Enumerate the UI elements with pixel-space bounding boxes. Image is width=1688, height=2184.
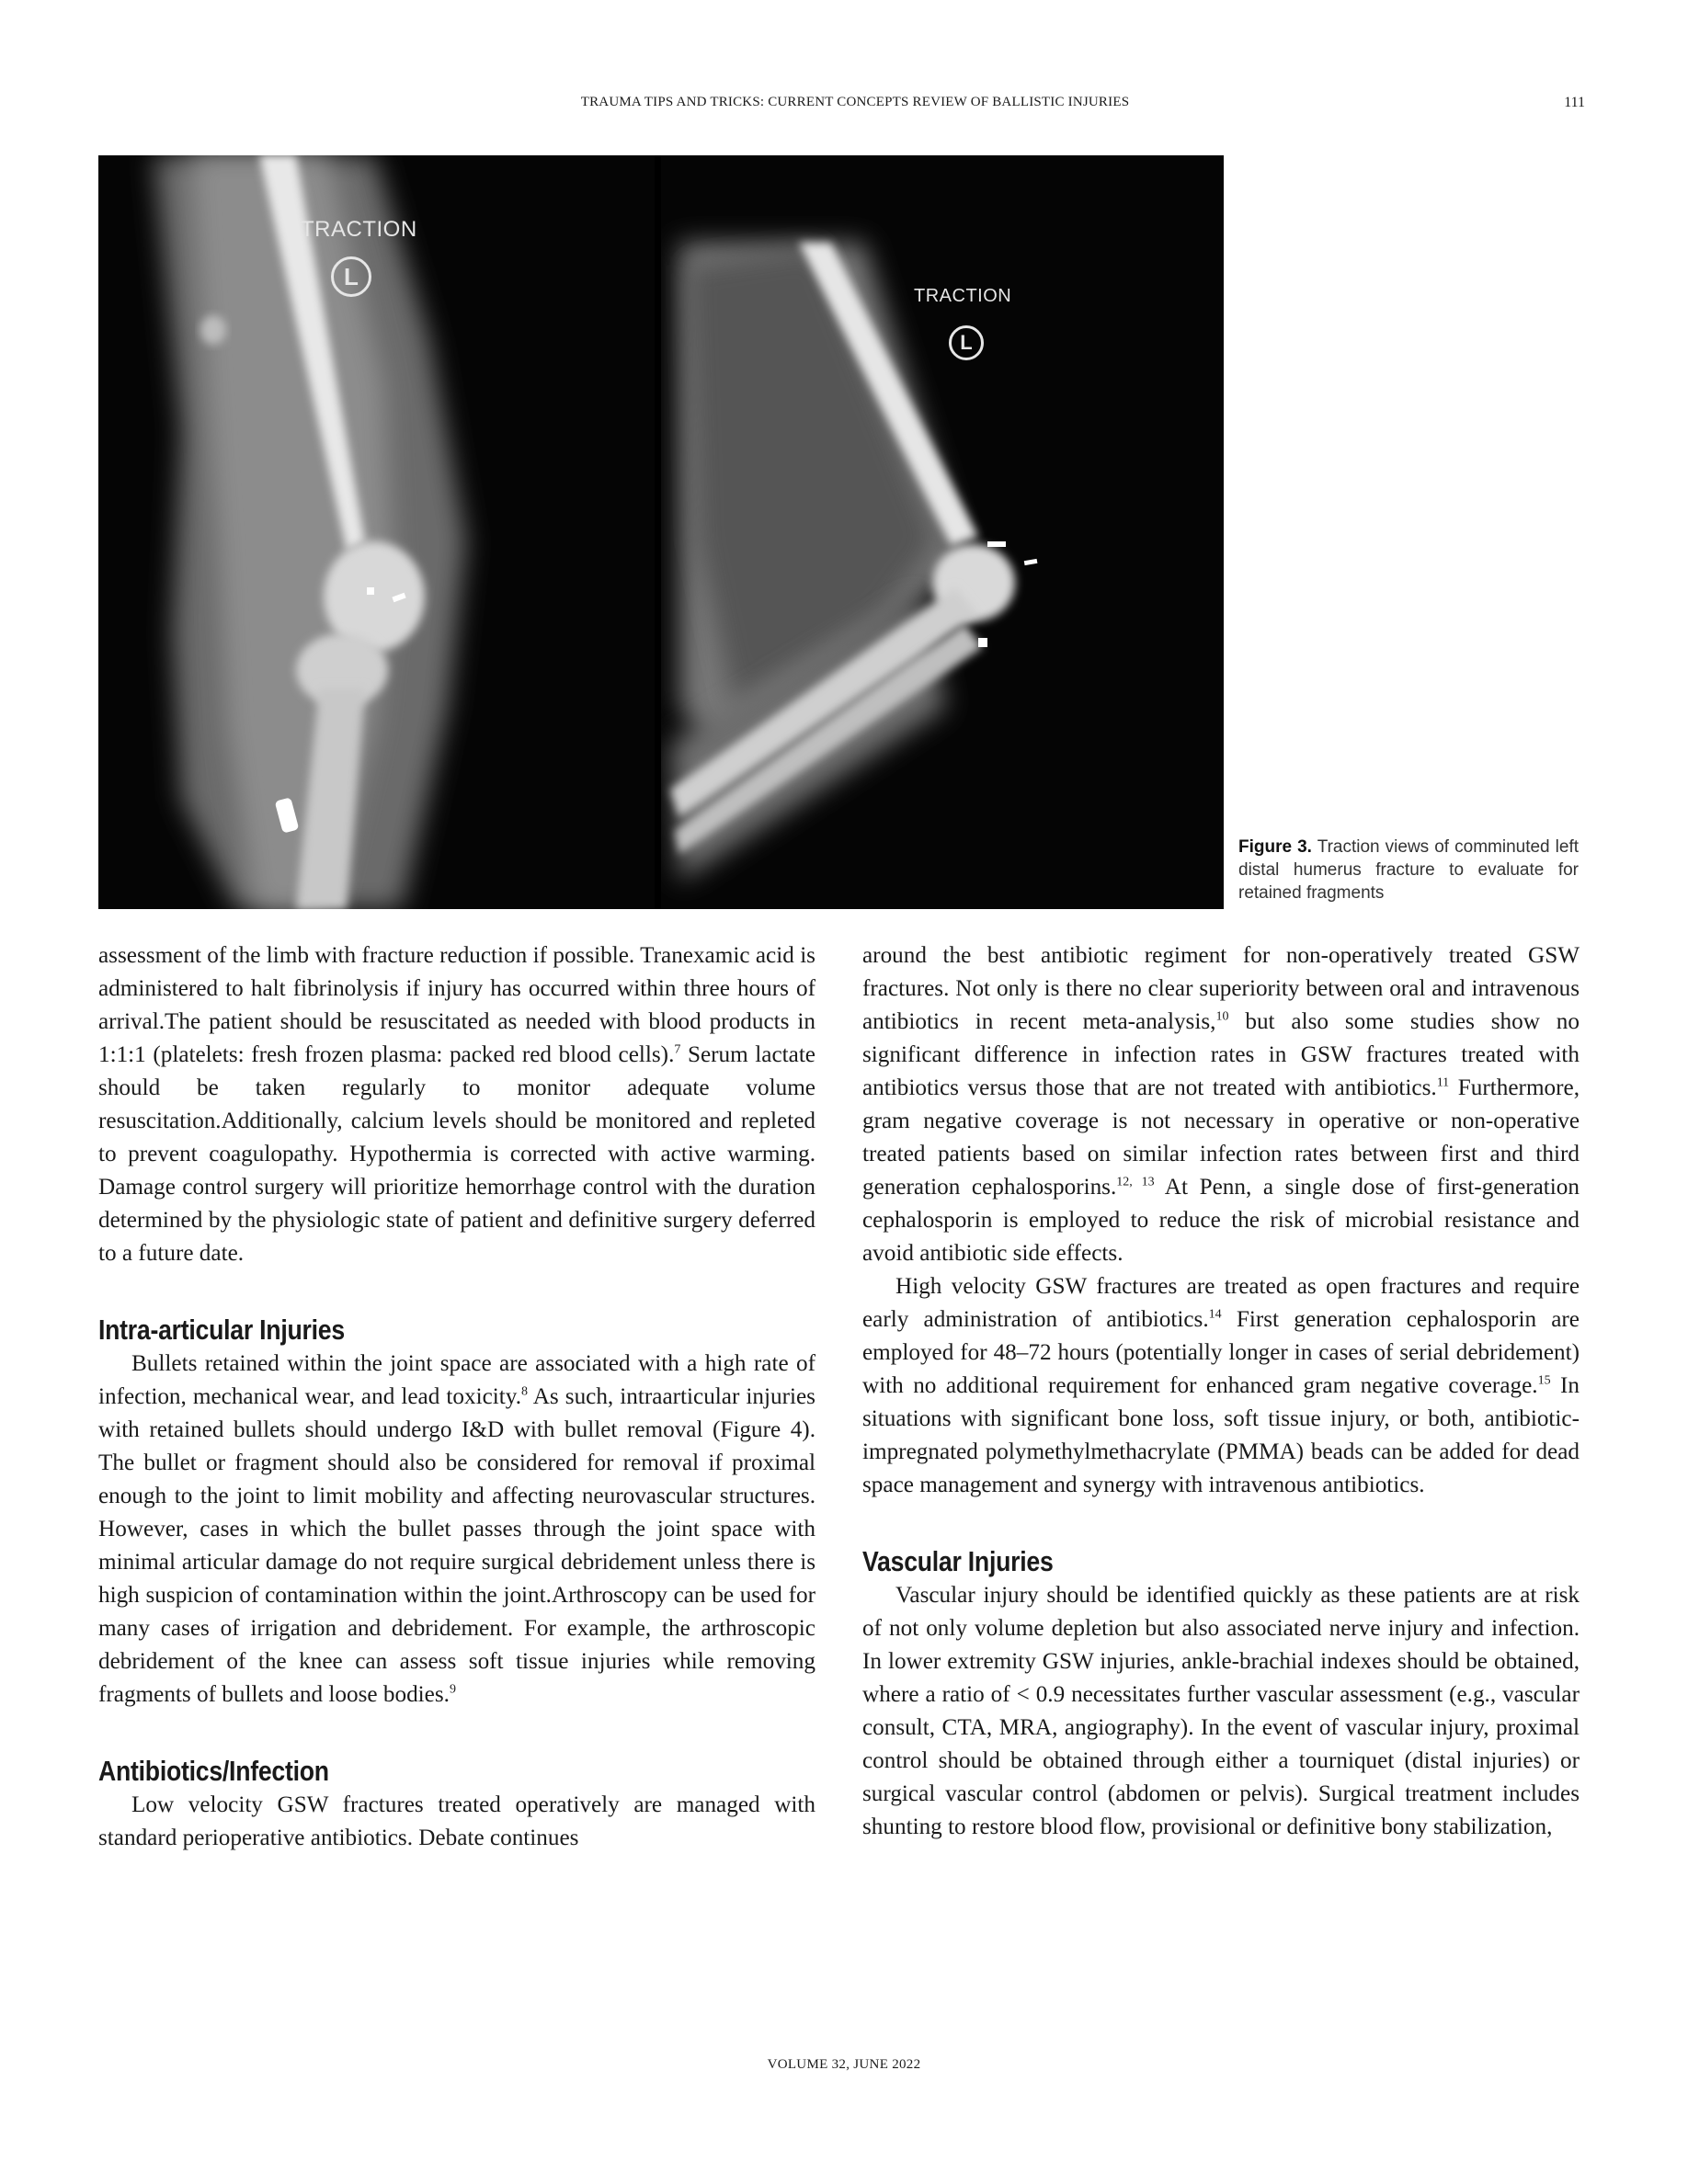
left-side-marker-left: L xyxy=(331,256,371,297)
citation: 8 xyxy=(521,1384,529,1399)
text-run: Furthermore, gram negative coverage is not necessary in operative or non-operative treated patients based on similar infection rates between first and third generation cephalosporins. xyxy=(862,1075,1580,1200)
paragraph xyxy=(98,939,815,1270)
text-run: First generation cephalosporin are employed for 48–72 hours (potentially longer in cases of serial debridement) with no additional requirement for enhanced gram negative coverage. xyxy=(862,1307,1580,1398)
text-run: around the best antibiotic regiment for non-operatively treated GSW fractures. Not only is there no clear superiority between oral and intravenous antibiotics in recent meta-analysis, xyxy=(862,943,1580,1034)
caption-text: Traction views of comminuted left distal humerus fracture to evaluate for retained fragments xyxy=(1238,837,1580,903)
section-heading-intra-articular: Intra-articular Injuries xyxy=(98,1314,345,1346)
text-run: At Penn, a single dose of first-generation cephalosporin is employed to reduce the risk of microbial resistance and avoid antibiotic side effects. xyxy=(862,1175,1580,1266)
traction-label-left: TRACTION xyxy=(301,217,417,242)
citation: 10 xyxy=(1215,1009,1229,1024)
footer-volume: VOLUME 32, JUNE 2022 xyxy=(767,2057,921,2072)
text-run: As such, intraarticular injuries with retained bullets should undergo I&D with bullet removal (Figure 4). The bullet or fragment should also be considered for removal if proximal enough to the joint to limit mobility and affecting neurovascular structures. However, cases in which the bullet passes through the joint space with minimal articular damage do not require surgical debridement unless there is high suspicion of contamination within the joint.Arthroscopy can be used for many cases of irrigation and debridement. For example, the arthroscopic debridement of the knee can assess soft tissue injuries while removing fragments of bullets and loose bodies. xyxy=(98,1384,815,1707)
citation: 9 xyxy=(449,1682,456,1697)
figure-caption xyxy=(1238,836,1579,904)
right-column xyxy=(862,939,1580,1844)
text-run: but also some studies show no significant difference in infection rates in GSW fractures treated with antibiotics versus those that are not treated with antibiotics. xyxy=(862,1009,1580,1100)
text-run: Bullets retained within the joint space are associated with a high rate of infection, mechanical wear, and lead toxicity. xyxy=(98,1351,815,1409)
section-heading-antibiotics: Antibiotics/Infection xyxy=(98,1755,329,1787)
section-heading-vascular: Vascular Injuries xyxy=(862,1545,1054,1577)
xray-panel-right xyxy=(661,155,1224,909)
xray-right-image xyxy=(661,155,1224,909)
left-column xyxy=(98,939,815,1855)
paragraph xyxy=(98,1348,815,1712)
running-title: TRAUMA TIPS AND TRICKS: CURRENT CONCEPTS REVIEW OF BALLISTIC INJURIES xyxy=(580,95,1130,109)
figure-3 xyxy=(98,155,1224,909)
left-side-marker-right: L xyxy=(949,325,984,360)
paragraph xyxy=(862,939,1580,1270)
citation: 11 xyxy=(1436,1075,1450,1090)
paragraph: Vascular injury should be identified quickly as these patients are at risk of not only volume depletion but also associated nerve injury and infection. In lower extremity GSW injuries, ankle-brachial indexes should be obtained, where a ratio of < 0.9 necessitates further vascular assessment (e.g., vascular consult, CTA, MRA, angiography). In the event of vascular injury, proximal control should be obtained through either a tourniquet (distal injuries) or surgical vascular control (abdomen or pelvis). Surgical treatment includes shunting to restore blood flow, provisional or definitive bony stabilization, xyxy=(862,1583,1580,1839)
text-run: Serum lactate should be taken regularly to monitor adequate volume resuscitation.Additionally, calcium levels should be monitored and repleted to prevent coagulopathy. Hypothermia is corrected with active warming. Damage control surgery will prioritize hemorrhage control with the duration determined by the physiologic state of patient and definitive surgery deferred to a future date. xyxy=(98,1042,815,1266)
paragraph: Low velocity GSW fractures treated operatively are managed with standard perioperative antibiotics. Debate continues xyxy=(98,1792,815,1850)
text-run: assessment of the limb with fracture reduction if possible. Tranexamic acid is administered to halt fibrinolysis if injury has occurred within three hours of arrival.The patient should be resuscitated as needed with blood products in 1:1:1 (platelets: fresh frozen plasma: packed red blood cells). xyxy=(98,943,815,1067)
citation: 15 xyxy=(1537,1373,1551,1388)
caption-label: Figure 3. xyxy=(1238,837,1312,857)
citation: 12, 13 xyxy=(1116,1175,1155,1189)
citation: 14 xyxy=(1208,1307,1222,1322)
xray-left-image xyxy=(98,155,655,909)
traction-label-right: TRACTION xyxy=(914,286,1012,306)
xray-panel-left xyxy=(98,155,655,909)
citation: 7 xyxy=(674,1042,681,1057)
page-number: 111 xyxy=(1564,95,1585,110)
paragraph xyxy=(862,1270,1580,1502)
text-run: In situations with significant bone loss, soft tissue injury, or both, antibiotic-impregnated polymethylmethacrylate (PMMA) beads can be added for dead space management and synergy with intravenous antibiotics. xyxy=(862,1373,1580,1497)
text-run: High velocity GSW fractures are treated as open fractures and require early administration of antibiotics. xyxy=(862,1274,1580,1332)
